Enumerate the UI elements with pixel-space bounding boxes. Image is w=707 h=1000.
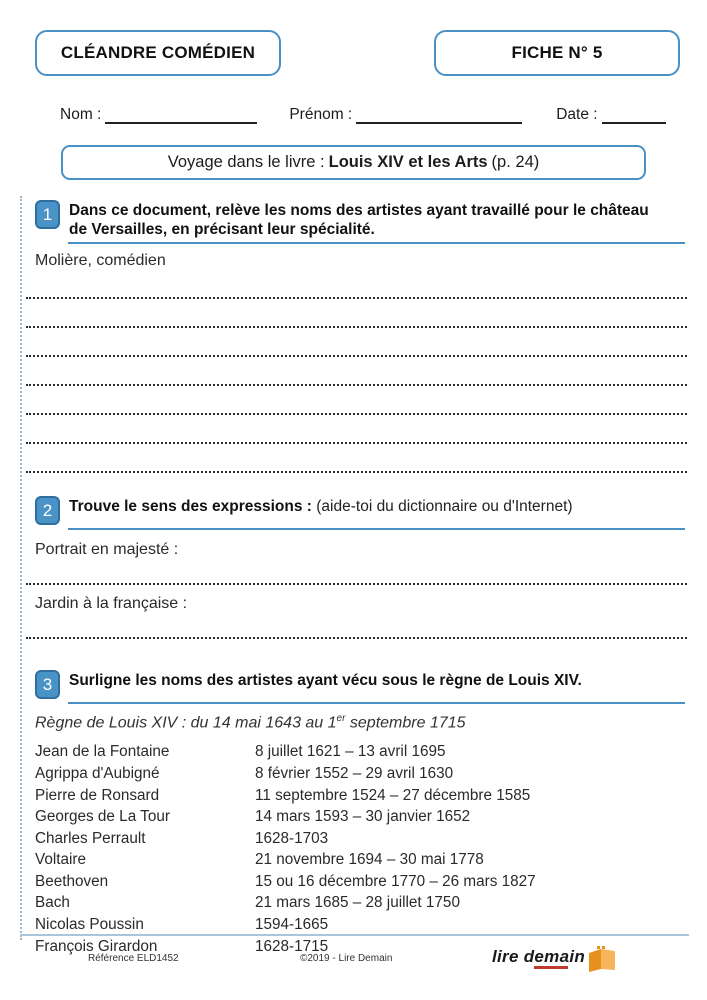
- publisher-logo: [492, 947, 619, 973]
- question-2: [35, 496, 685, 639]
- question-2-number: 2: [42, 500, 53, 520]
- answer-dotted-line: [26, 328, 687, 357]
- artist-row: [35, 741, 685, 763]
- date-blank-line: [602, 108, 666, 124]
- answer-dotted-line: [26, 559, 687, 585]
- answer-dotted-line: [26, 299, 687, 328]
- artist-name: Agrippa d'Aubigné: [35, 764, 160, 782]
- artist-row: [35, 828, 685, 850]
- title-page-ref: (p. 24): [491, 153, 540, 171]
- question-1-rule: [68, 242, 685, 244]
- question-2-heading: [35, 496, 685, 525]
- artist-row: [35, 806, 685, 828]
- footer-divider-line: [20, 934, 689, 936]
- artist-dates: 1594-1665: [255, 916, 329, 934]
- open-book-icon: [587, 945, 619, 973]
- expression-1-label: Portrait en majesté :: [35, 541, 179, 558]
- artist-name: Beethoven: [35, 872, 109, 890]
- question-1-answer-lines: [35, 270, 685, 473]
- artist-row: [35, 849, 685, 871]
- artist-row: [35, 871, 685, 893]
- question-1-answer: Molière, comédien: [35, 252, 166, 269]
- firstname-label: Prénom :: [289, 106, 353, 123]
- artist-row: [35, 892, 685, 914]
- date-label: Date :: [556, 106, 598, 123]
- reign-period-line: [35, 713, 685, 732]
- artist-row: [35, 763, 685, 785]
- answer-dotted-line: [26, 444, 687, 473]
- publisher-logo-text: lire demain: [492, 947, 586, 966]
- artist-dates: 14 mars 1593 – 30 janvier 1652: [255, 808, 471, 826]
- question-2-number-badge: [35, 496, 60, 525]
- identity-row: [0, 106, 707, 124]
- artist-dates: 8 juillet 1621 – 13 avril 1695: [255, 743, 446, 761]
- answer-dotted-line: [26, 386, 687, 415]
- title-prefix: Voyage dans le livre :: [167, 153, 325, 171]
- artist-name: Nicolas Poussin: [35, 916, 144, 934]
- artist-row: [35, 914, 685, 936]
- publisher-logo-subtext-mark: [534, 966, 568, 969]
- artist-dates: 11 septembre 1524 – 27 décembre 1585: [255, 786, 531, 804]
- question-1-number-badge: [35, 200, 60, 229]
- question-3-number: 3: [42, 674, 53, 694]
- artist-dates: 8 février 1552 – 29 avril 1630: [255, 764, 454, 782]
- question-3: [35, 670, 685, 957]
- question-1: [35, 200, 685, 473]
- question-3-number-badge: [35, 670, 60, 699]
- expression-2-label: Jardin à la française :: [35, 595, 188, 612]
- copyright-label: ©2019 - Lire Demain: [300, 953, 393, 964]
- character-title-box: [35, 30, 281, 76]
- question-2-text: [69, 496, 573, 516]
- answer-dotted-line: [26, 613, 687, 639]
- artist-dates: 1628-1703: [255, 829, 329, 847]
- question-2-text-bold: Trouve le sens des expressions :: [69, 498, 312, 515]
- reign-suffix: septembre 1715: [345, 714, 466, 732]
- answer-dotted-line: [26, 270, 687, 299]
- character-title-label: CLÉANDRE COMÉDIEN: [60, 43, 256, 62]
- firstname-blank-line: [356, 108, 522, 124]
- artist-dates: 15 ou 16 décembre 1770 – 26 mars 1827: [255, 872, 536, 890]
- name-label: Nom :: [60, 106, 102, 123]
- header: [0, 0, 707, 76]
- content: [0, 200, 707, 957]
- artist-name: François Girardon: [35, 937, 158, 955]
- fiche-number-box: [434, 30, 680, 76]
- artist-name: Voltaire: [35, 851, 87, 869]
- artist-dates: 21 novembre 1694 – 30 mai 1778: [255, 851, 484, 869]
- artist-row: [35, 785, 685, 807]
- reign-prefix: Règne de Louis XIV : du 14 mai 1643 au 1: [35, 714, 337, 732]
- artist-name: Pierre de Ronsard: [35, 786, 160, 804]
- reign-superscript: er: [336, 713, 346, 724]
- artists-list: [35, 741, 685, 957]
- question-3-rule: [68, 702, 685, 704]
- artist-dates: 21 mars 1685 – 28 juillet 1750: [255, 894, 460, 912]
- publisher-logo-wordmark: [492, 947, 585, 969]
- answer-dotted-line: [26, 415, 687, 444]
- worksheet-title-box: [61, 145, 646, 180]
- artist-name: Georges de La Tour: [35, 808, 170, 826]
- artist-name: Charles Perrault: [35, 829, 146, 847]
- left-margin-dotted-line: [20, 196, 22, 940]
- reference-label: Référence ELD1452: [88, 953, 179, 964]
- artist-name: Jean de la Fontaine: [35, 743, 170, 761]
- question-1-heading: [35, 200, 685, 239]
- question-3-text: Surligne les noms des artistes ayant vécu sous le règne de Louis XIV.: [69, 672, 582, 689]
- artist-dates: 1628-1715: [255, 937, 329, 955]
- answer-dotted-line: [26, 357, 687, 386]
- question-1-text: Dans ce document, relève les noms des artistes ayant travaillé pour le château de Versailles, en précisant leur spécialité.: [69, 202, 649, 238]
- fiche-number-label: FICHE N° 5: [511, 43, 603, 62]
- question-1-number: 1: [42, 204, 53, 224]
- name-blank-line: [105, 108, 257, 124]
- question-3-heading: [35, 670, 685, 699]
- question-2-rule: [68, 528, 685, 530]
- artist-name: Bach: [35, 894, 70, 912]
- question-2-text-hint: (aide-toi du dictionnaire ou d'Internet): [311, 498, 573, 515]
- title-book-name: Louis XIV et les Arts: [328, 153, 488, 171]
